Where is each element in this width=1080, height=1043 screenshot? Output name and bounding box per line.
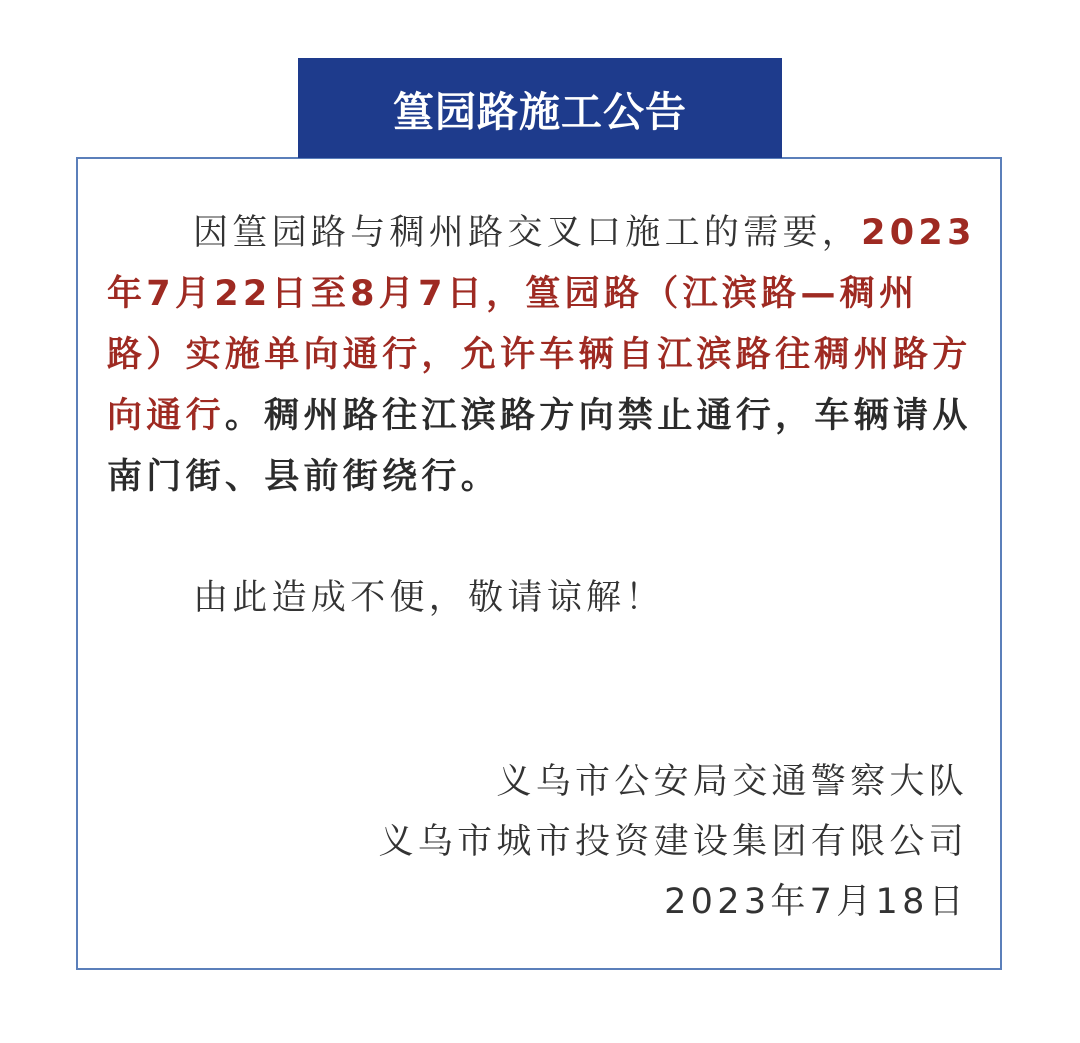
issuer-company: 义乌市城市投资建设集团有限公司 xyxy=(378,822,968,862)
highlight-text: 2023年7月22日至8月7日，篁园路（江滨路—稠州路）实施单向通行，允许车辆自江滨路往稠州路方向通行 xyxy=(107,213,976,436)
title-banner xyxy=(298,58,782,158)
intro-text: 因篁园路与稠州路交叉口施工的需要， xyxy=(193,213,862,253)
notice-title: 篁园路施工公告 xyxy=(393,87,687,136)
issue-date: 2023年7月18日 xyxy=(664,882,968,922)
apology-text: 由此造成不便，敬请谅解！ xyxy=(193,578,665,618)
issuer-police: 义乌市公安局交通警察大队 xyxy=(496,762,968,802)
signature-block xyxy=(378,752,968,932)
detour-text: 。稠州路往江滨路方向禁止通行，车辆请从南门街、县前街绕行。 xyxy=(107,396,972,497)
notice-body-paragraph xyxy=(107,203,977,508)
